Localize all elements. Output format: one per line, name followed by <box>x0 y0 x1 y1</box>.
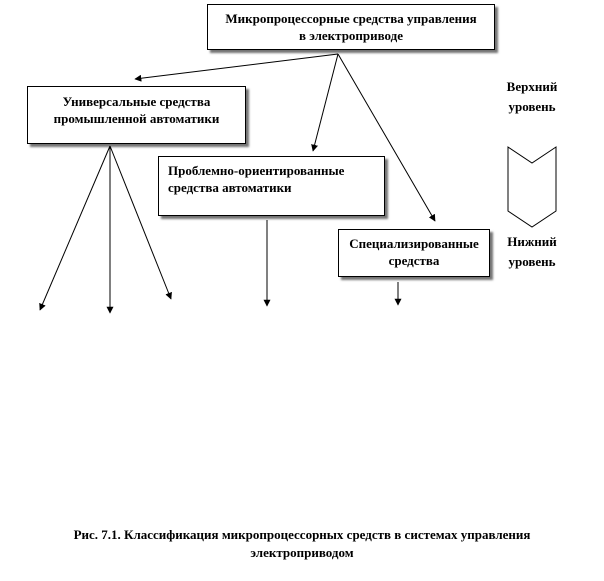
node-top-line1: Микропроцессорные средства управления <box>225 11 477 26</box>
node-special-line2: средства <box>388 253 440 268</box>
node-universal-line1: Универсальные средства <box>62 94 211 109</box>
node-universal-line2: промышленной автоматики <box>53 111 220 126</box>
caption-line2: электроприводом <box>250 545 354 560</box>
node-problem-line1: Проблемно-ориентированные <box>168 163 345 178</box>
level-lower-line1: Нижний <box>507 234 557 249</box>
node-specialized-means <box>338 229 490 277</box>
node-special-line1: Специализированные <box>349 236 479 251</box>
node-problem-oriented-means <box>158 156 385 216</box>
level-lower-line2: уровень <box>508 254 556 269</box>
node-problem-line2: средства автоматики <box>168 180 292 195</box>
arrow-top-to-universal <box>135 54 338 79</box>
node-microprocessor-control-means <box>207 4 495 50</box>
level-upper-line1: Верхний <box>506 79 558 94</box>
arrow-universal-left <box>40 146 110 310</box>
level-direction-arrow-icon <box>508 147 556 227</box>
arrow-top-to-problem <box>313 54 338 151</box>
level-upper-line2: уровень <box>508 99 556 114</box>
node-universal-automation-means <box>27 86 246 144</box>
figure-caption <box>10 526 594 562</box>
level-label-upper <box>497 77 567 117</box>
level-label-lower <box>497 232 567 272</box>
caption-line1: Рис. 7.1. Классификация микропроцессорных средств в системах управления <box>73 527 531 542</box>
node-top-line2: в электроприводе <box>298 28 404 43</box>
